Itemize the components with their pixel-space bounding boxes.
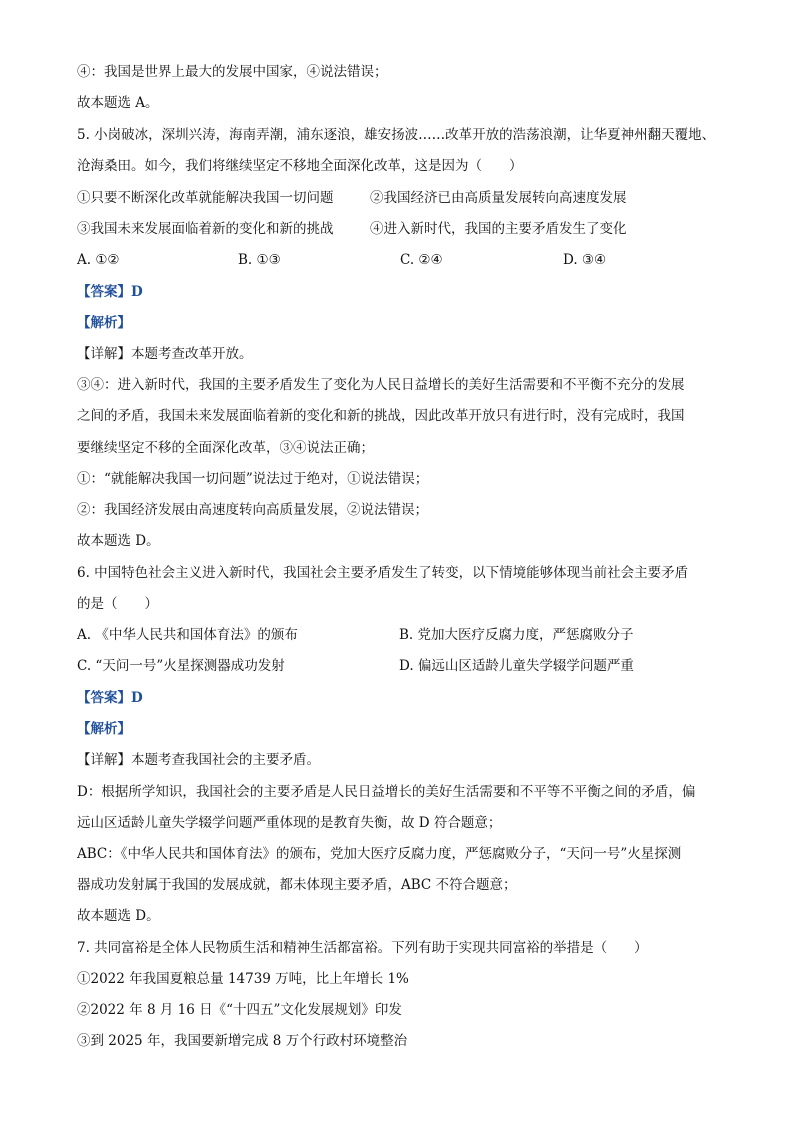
statement-3: ③到 2025 年，我国要新增完成 8 万个行政村环境整治 (77, 1033, 408, 1049)
analysis-label: 【解析】 (77, 721, 131, 737)
explanation-line: ①：“就能解决我国一切问题”说法过于绝对，①说法错误； (77, 471, 429, 487)
explanation-line: ②：我国经济发展由高速度转向高质量发展，②说法错误； (77, 502, 428, 518)
option-b: B. 党加大医疗反腐力度，严惩腐败分子 (399, 627, 634, 643)
option-c: C. ②④ (400, 252, 443, 268)
conclusion-line: 故本题选 D。 (77, 533, 160, 549)
statement-2: ②2022 年 8 月 16 日《“十四五”文化发展规划》印发 (77, 1002, 402, 1018)
explanation-line: 要继续坚定不移的全面深化改革，③④说法正确； (77, 440, 374, 456)
question-7-stem: 7. 共同富裕是全体人民物质生活和精神生活都富裕。下列有助于实现共同富裕的举措是（ ） (77, 940, 648, 956)
explanation-line: ③④：进入新时代，我国的主要矛盾发生了变化为人民日益增长的美好生活需要和不平衡不充分的发展 (77, 377, 685, 393)
option-d: D. 偏远山区适龄儿童失学辍学问题严重 (399, 658, 634, 674)
question-6-stem: 6. 中国特色社会主义进入新时代，我国社会主要矛盾发生了转变，以下情境能够体现当前社会主要矛盾 (77, 565, 689, 581)
detail-line: 【详解】本题考查改革开放。 (77, 346, 253, 362)
conclusion-line: 故本题选 A。 (77, 95, 159, 111)
question-5-stem: 5. 小岗破冰，深圳兴涛，海南弄潮，浦东逐浪，雄安扬波……改革开放的浩荡浪潮，让华夏神州翻天覆地、 (77, 127, 716, 143)
explanation-line: ④：我国是世界上最大的发展中国家，④说法错误； (77, 64, 388, 80)
option-a: A. 《中华人民共和国体育法》的颁布 (77, 627, 298, 643)
question-5-stem-cont: 沧海桑田。如今，我们将继续坚定不移地全面深化改革，这是因为（ ） (77, 158, 523, 174)
option-d: D. ③④ (563, 252, 607, 268)
detail-line: 【详解】本题考查我国社会的主要矛盾。 (77, 752, 320, 768)
option-a: A. ①② (77, 252, 120, 268)
option-b: B. ①③ (238, 252, 281, 268)
analysis-label: 【解析】 (77, 315, 131, 331)
conclusion-line: 故本题选 D。 (77, 908, 160, 924)
answer-label: 【答案】D (77, 690, 143, 706)
explanation-line: D：根据所学知识，我国社会的主要矛盾是人民日益增长的美好生活需要和不平等不平衡之间的矛盾，偏 (77, 784, 696, 800)
explanation-line: ABC：《中华人民共和国体育法》的颁布，党加大医疗反腐力度，严惩腐败分子，“天问一号”火星探测 (77, 846, 682, 862)
explanation-line: 远山区适龄儿童失学辍学问题严重体现的是教育失衡，故 D 符合题意； (77, 815, 502, 831)
question-6-stem-cont: 的是（ ） (77, 596, 158, 612)
statement-2: ②我国经济已由高质量发展转向高速度发展 (370, 190, 627, 206)
option-c: C. “天问一号”火星探测器成功发射 (77, 658, 285, 674)
explanation-line: 器成功发射属于我国的发展成就，都未体现主要矛盾，ABC 不符合题意； (77, 877, 517, 893)
statement-1: ①只要不断深化改革就能解决我国一切问题 (77, 190, 334, 206)
explanation-line: 之间的矛盾，我国未来发展面临着新的变化和新的挑战，因此改革开放只有进行时，没有完成时，我国 (77, 408, 685, 424)
answer-label: 【答案】D (77, 284, 143, 300)
statement-4: ④进入新时代，我国的主要矛盾发生了变化 (370, 221, 627, 237)
statement-3: ③我国未来发展面临着新的变化和新的挑战 (77, 221, 334, 237)
statement-1: ①2022 年我国夏粮总量 14739 万吨，比上年增长 1% (77, 971, 409, 987)
